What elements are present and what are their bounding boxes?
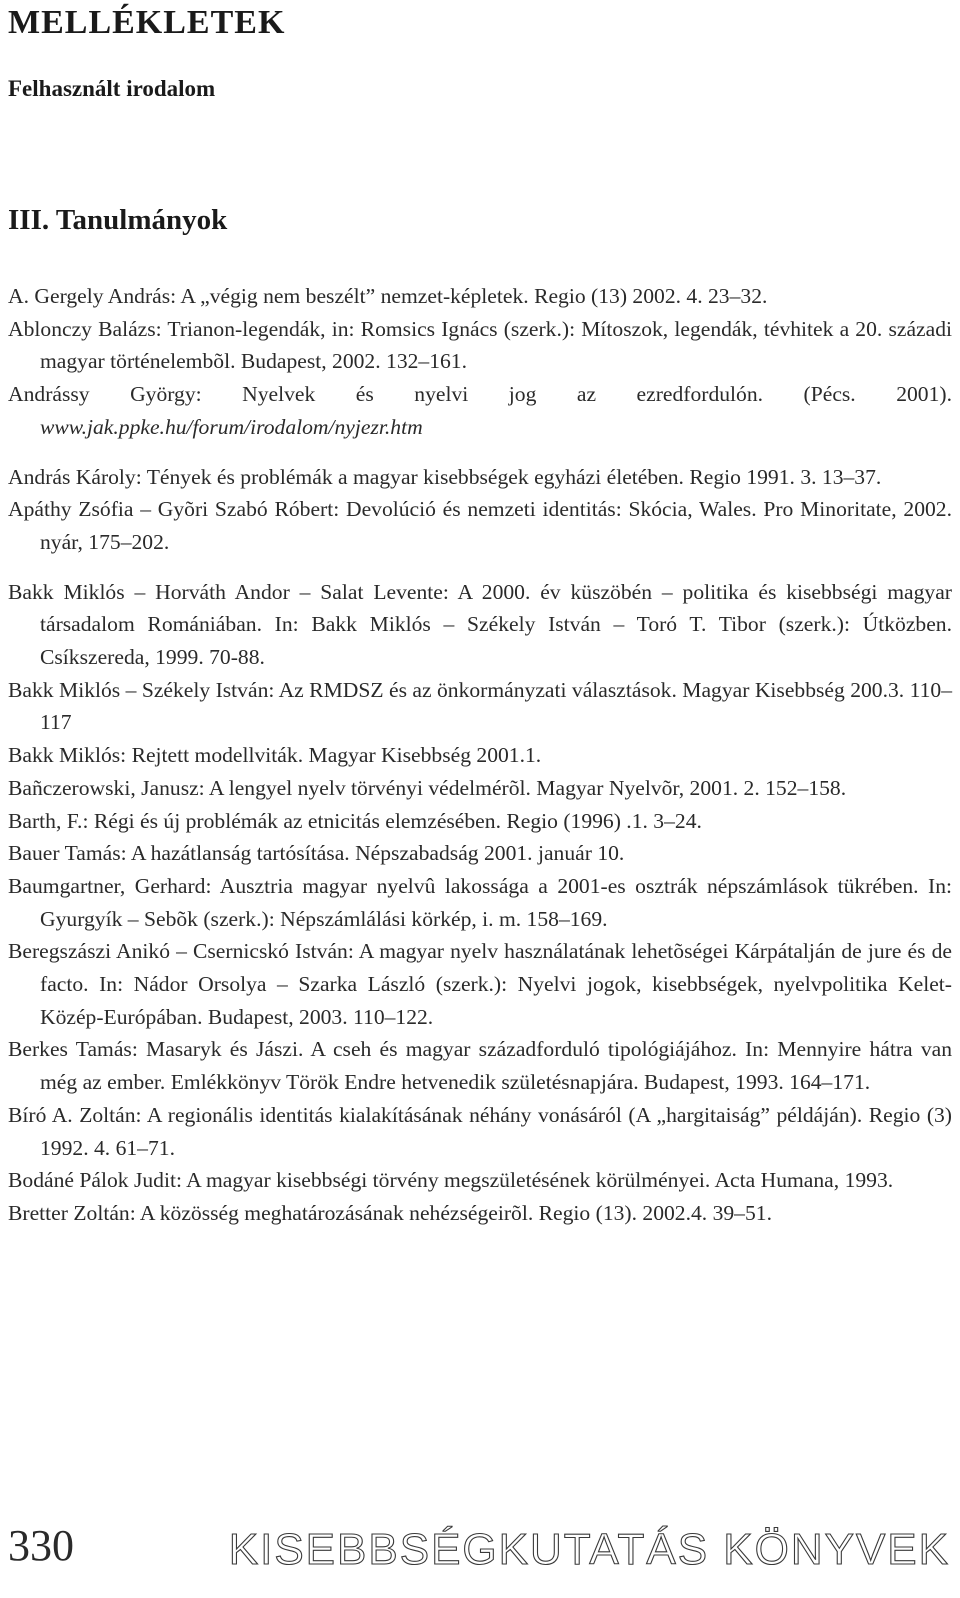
- reference-entry: [8, 674, 952, 739]
- reference-text: Bodáné Pálok Judit: A magyar kisebbségi törvény megszületésének körülményei. Acta Humana, 1993.: [8, 1168, 894, 1193]
- reference-text: A. Gergely András: A „végig nem beszélt” nemzet-képletek. Regio (13) 2002. 4. 23–32.: [8, 284, 768, 308]
- reference-url: www.jak.ppke.hu/forum/irodalom/nyjezr.htm: [40, 414, 423, 439]
- reference-entry: [8, 493, 952, 558]
- section-heading: III. Tanulmányok: [8, 204, 228, 236]
- reference-entry: [8, 1099, 952, 1164]
- page-number: 330: [8, 1521, 74, 1570]
- reference-entry: [8, 576, 952, 674]
- reference-text: András Károly: Tények és problémák a magyar kisebbségek egyházi életében. Regio 1991. 3. 13–37.: [8, 464, 882, 489]
- reference-text: Bíró A. Zoltán: A regionális identitás kialakításának néhány vonásáról (A „hargitaiság” példáján). Regio (3) 1992. 4. 61–71.: [8, 1102, 952, 1160]
- page-subtitle: Felhasznált irodalom: [8, 76, 216, 101]
- reference-entry: [8, 280, 952, 313]
- reference-text: Baumgartner, Gerhard: Ausztria magyar nyelvû lakossága a 2001-es osztrák népszámlások tükrében. In: Gyurgyík – Sebõk (szerk.): Népszámlálási körkép, i. m. 158–169.: [8, 873, 952, 931]
- reference-entry: [8, 1164, 952, 1197]
- reference-text: Ablonczy Balázs: Trianon-legendák, in: Romsics Ignács (szerk.): Mítoszok, legendák, tévhitek a 20. századi magyar történelembõl. Budapest, 2002. 132–161.: [8, 316, 952, 374]
- reference-entry: [8, 837, 952, 870]
- reference-text: Bakk Miklós: Rejtett modellviták. Magyar Kisebbség 2001.1.: [8, 743, 542, 768]
- series-title: KISEBBSÉGKUTATÁS KÖNYVEK: [228, 1525, 950, 1574]
- reference-text: Apáthy Zsófia – Gyõri Szabó Róbert: Devolúció és nemzeti identitás: Skócia, Wales. Pro Minoritate, 2002. nyár, 175–202.: [8, 497, 952, 554]
- reference-entry: [8, 1033, 952, 1098]
- reference-text: Bakk Miklós – Székely István: Az RMDSZ és az önkormányzati választások. Magyar Kisebbség 200.3. 110–117: [8, 677, 952, 735]
- reference-entry: [8, 935, 952, 1033]
- reference-entry: [8, 313, 952, 378]
- reference-entry: [8, 739, 952, 772]
- reference-text: Andrássy György: Nyelvek és nyelvi jog az ezredfordulón. (Pécs. 2001).: [8, 382, 952, 407]
- reference-text: Barth, F.: Régi és új problémák az etnicitás elemzésében. Regio (1996) .1. 3–24.: [8, 808, 702, 833]
- reference-entry: [8, 1197, 952, 1230]
- reference-entry: [8, 870, 952, 935]
- reference-entry: [8, 378, 952, 443]
- reference-text: Bakk Miklós – Horváth Andor – Salat Levente: A 2000. év küszöbén – politika és kisebbségi magyar társadalom Romániában. In: Bakk Miklós – Székely István – Toró T. Tibor (szerk.): Útközben. Csíkszereda, 1999. 70-88.: [8, 579, 952, 670]
- reference-entry: [8, 461, 952, 494]
- reference-text: Berkes Tamás: Masaryk és Jászi. A cseh és magyar századforduló tipológiájához. In: Mennyire hátra van még az ember. Emlékkönyv Török Endre hetvenedik születésnapjára. Budapest, 1993. 164–171.: [8, 1037, 952, 1095]
- reference-list: [8, 280, 952, 1230]
- reference-text: Beregszászi Anikó – Csernicskó István: A magyar nyelv használatának lehetõségei Kárpátalján de jure és de facto. In: Nádor Orsolya – Szarka László (szerk.): Nyelvi jogok, kisebbségek, nyelvpolitika Kelet-Közép-Európában. Budapest, 2003. 110–122.: [8, 939, 952, 1029]
- reference-entry: [8, 772, 952, 805]
- reference-entry: [8, 805, 952, 838]
- page-title: MELLÉKLETEK: [8, 4, 286, 41]
- reference-text: Bretter Zoltán: A közösség meghatározásának nehézségeirõl. Regio (13). 2002.4. 39–51.: [8, 1200, 772, 1225]
- reference-text: Bauer Tamás: A hazátlanság tartósítása. Népszabadság 2001. január 10.: [8, 841, 625, 866]
- reference-text: Bañczerowski, Janusz: A lengyel nyelv törvényi védelmérõl. Magyar Nyelvõr, 2001. 2. 152–158.: [8, 775, 847, 800]
